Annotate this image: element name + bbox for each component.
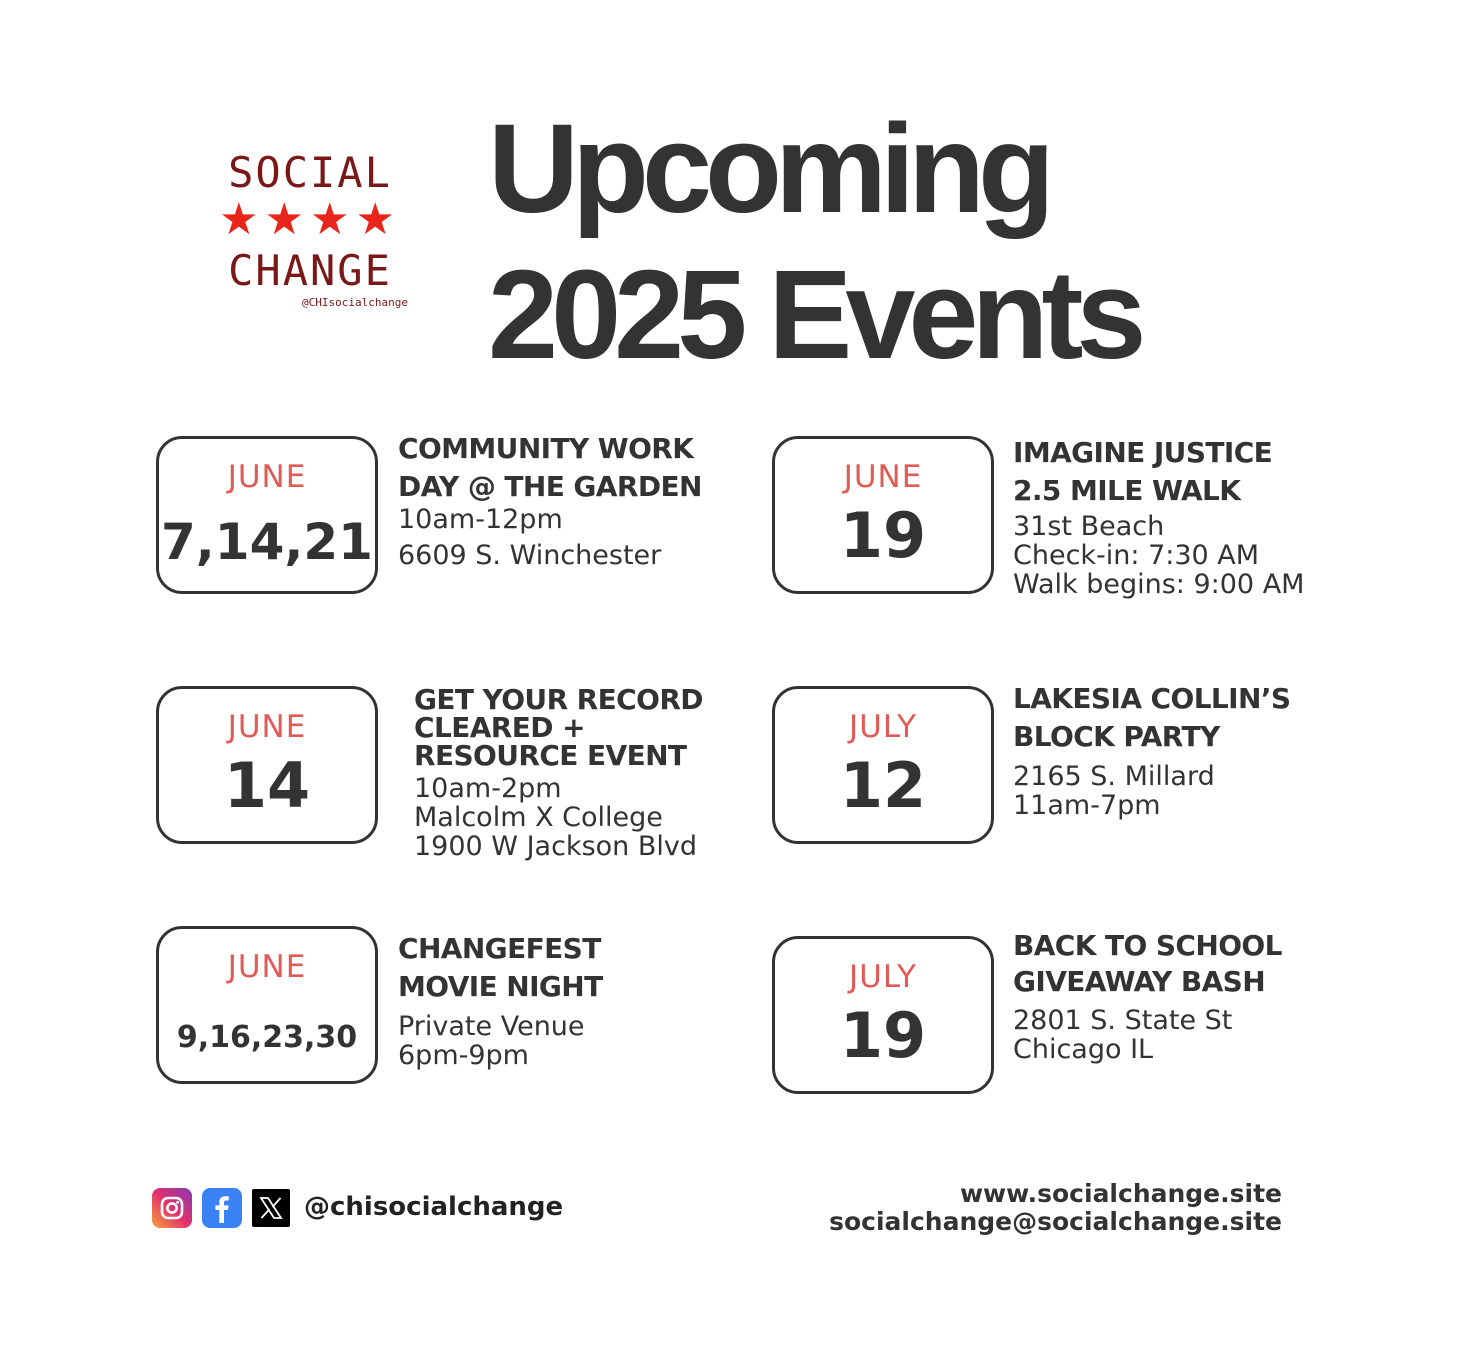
facebook-icon[interactable] bbox=[202, 1188, 242, 1228]
event-location: 6609 S. Winchester bbox=[398, 540, 662, 571]
event-title-line: GIVEAWAY BASH bbox=[1013, 965, 1266, 998]
event-days: 14 bbox=[223, 749, 311, 822]
event-title-line: CHANGEFEST bbox=[398, 932, 601, 965]
event-venue: Private Venue bbox=[398, 1011, 585, 1042]
event-details bbox=[398, 930, 603, 1070]
website-link[interactable]: www.socialchange.site bbox=[959, 1179, 1282, 1208]
event-days: 19 bbox=[839, 499, 927, 572]
event-date-card bbox=[772, 686, 994, 844]
instagram-icon[interactable] bbox=[152, 1188, 192, 1228]
event-days: 19 bbox=[839, 999, 927, 1072]
event-time: 10am-2pm bbox=[414, 773, 562, 804]
event-details bbox=[414, 683, 703, 862]
event-month: JUNE bbox=[227, 459, 307, 495]
event-start-time: Walk begins: 9:00 AM bbox=[1013, 569, 1305, 600]
event-title-line: RESOURCE EVENT bbox=[414, 739, 687, 772]
page-title-line-2: 2025 Events bbox=[488, 244, 1140, 385]
event-details bbox=[1013, 434, 1304, 599]
event-title-line: LAKESIA COLLIN’S bbox=[1013, 682, 1291, 715]
event-title-line: GET YOUR RECORD bbox=[414, 683, 703, 716]
page-title-line-1: Upcoming bbox=[488, 98, 1048, 239]
event-month: JULY bbox=[849, 959, 917, 995]
event-title-line: BLOCK PARTY bbox=[1013, 720, 1220, 753]
event-time: 11am-7pm bbox=[1013, 790, 1161, 821]
event-details bbox=[1013, 928, 1282, 1064]
logo-stars: ★★★★ bbox=[219, 194, 401, 245]
event-days: 9,16,23,30 bbox=[176, 1020, 358, 1055]
event-location: 31st Beach bbox=[1013, 511, 1165, 542]
event-time: 6pm-9pm bbox=[398, 1040, 529, 1071]
x-icon[interactable] bbox=[252, 1189, 290, 1227]
event-city: Chicago IL bbox=[1013, 1034, 1154, 1065]
contact-info bbox=[829, 1180, 1282, 1236]
event-title-line: MOVIE NIGHT bbox=[398, 970, 603, 1003]
event-checkin: Check-in: 7:30 AM bbox=[1013, 540, 1260, 571]
event-venue: Malcolm X College bbox=[414, 802, 663, 833]
page-title bbox=[488, 96, 1388, 388]
event-details bbox=[1013, 680, 1290, 820]
event-date-card bbox=[772, 436, 994, 594]
event-title-line: COMMUNITY WORK bbox=[398, 432, 694, 465]
event-date-card bbox=[156, 926, 378, 1084]
event-title-line: 2.5 MILE WALK bbox=[1013, 474, 1241, 507]
event-date-card bbox=[156, 436, 378, 594]
event-address: 1900 W Jackson Blvd bbox=[414, 831, 697, 862]
event-title-line: BACK TO SCHOOL bbox=[1013, 929, 1282, 962]
event-date-card bbox=[156, 686, 378, 844]
event-date-card bbox=[772, 936, 994, 1094]
event-month: JUNE bbox=[227, 949, 307, 985]
event-days: 12 bbox=[839, 749, 927, 822]
logo-top-word: SOCIAL bbox=[228, 148, 392, 197]
event-month: JUNE bbox=[227, 709, 307, 745]
event-address: 2165 S. Millard bbox=[1013, 761, 1215, 792]
event-time: 10am-12pm bbox=[398, 504, 563, 535]
event-address: 2801 S. State St bbox=[1013, 1005, 1233, 1036]
logo-handle: @CHIsocialchange bbox=[302, 296, 408, 309]
social-handle[interactable]: @chisocialchange bbox=[304, 1192, 564, 1222]
event-month: JULY bbox=[849, 709, 917, 745]
event-title-line: DAY @ THE GARDEN bbox=[398, 470, 702, 503]
logo-bottom-word: CHANGE bbox=[228, 246, 392, 295]
email-link[interactable]: socialchange@socialchange.site bbox=[829, 1207, 1282, 1236]
event-details bbox=[398, 430, 702, 574]
social-change-logo bbox=[200, 148, 420, 318]
event-title-line: IMAGINE JUSTICE bbox=[1013, 436, 1273, 469]
event-days: 7,14,21 bbox=[161, 513, 373, 571]
event-month: JUNE bbox=[843, 459, 923, 495]
event-title-line: CLEARED + bbox=[414, 711, 585, 744]
